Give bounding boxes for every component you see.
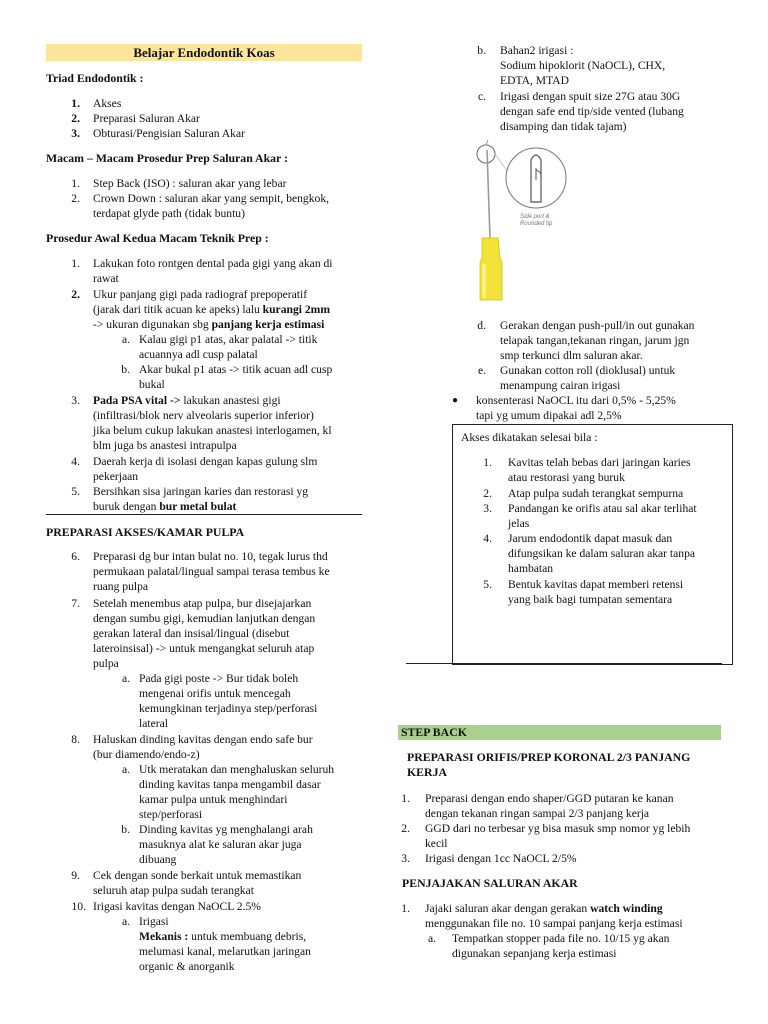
list-item: Mekanis : untuk membuang debris, (139, 930, 307, 943)
list-item: jika belum cukup lakukan anastesi interlogamen, kl (93, 424, 332, 437)
list-number: 1. (71, 177, 80, 190)
awal-heading: Prosedur Awal Kedua Macam Teknik Prep : (46, 231, 269, 245)
list-item: difungsikan ke dalam saluran akar tanpa (508, 547, 696, 560)
list-number: a. (121, 763, 130, 776)
list-number: 1. (401, 792, 410, 805)
figure-caption: Rounded tip (520, 221, 553, 227)
list-number: 10. (71, 900, 86, 913)
list-number: c. (477, 90, 486, 103)
box-heading: Akses dikatakan selesai bila : (461, 431, 598, 444)
list-number: 3. (71, 394, 80, 407)
list-number: 8. (71, 733, 80, 746)
list-number: a. (121, 672, 130, 685)
list-number: 1. (401, 902, 410, 915)
list-number: 1. (71, 257, 80, 270)
bullet-icon: ● (452, 395, 459, 406)
list-number: 2. (71, 192, 80, 205)
list-item: Gunakan cotton roll (dioklusal) untuk (500, 364, 676, 377)
list-item: Dinding kavitas yg menghalangi arah (139, 823, 313, 836)
list-item: menggunakan file no. 10 sampai panjang kerja estimasi (425, 917, 683, 930)
list-item: smp terkunci dlm saluran akar. (500, 349, 643, 362)
list-item: Gerakan dengan push-pull/in out gunakan (500, 319, 695, 332)
list-number: b. (121, 823, 130, 836)
list-item: kamar pulpa untuk menghindari (139, 793, 288, 806)
list-number: 5. (71, 485, 80, 498)
list-item: pekerjaan (93, 470, 139, 483)
box-underline (406, 663, 722, 664)
list-item: organic & anorganik (139, 960, 235, 973)
list-item: Jarum endodontik dapat masuk dan (508, 532, 673, 545)
list-item: ruang pulpa (93, 580, 149, 593)
page-title: Belajar Endodontik Koas (46, 44, 362, 61)
list-number: 6. (71, 550, 80, 563)
list-item: mengenai orifis untuk mencegah (139, 687, 291, 700)
list-number: 2. (483, 487, 492, 500)
list-item: Ukur panjang gigi pada radiograf prepoperatif (93, 288, 308, 301)
list-number: 3. (483, 502, 492, 515)
list-item: rawat (93, 272, 119, 285)
list-item: masuknya alat ke saluran akar juga (139, 838, 302, 851)
list-item: Tempatkan stopper pada file no. 10/15 yg akan (452, 932, 670, 945)
list-item: Atap pulpa sudah terangkat sempurna (508, 487, 684, 500)
list-item: Kavitas telah bebas dari jaringan karies (508, 456, 691, 469)
list-number: 4. (483, 532, 492, 545)
list-number: 2. (71, 288, 80, 301)
list-number: 4. (71, 455, 80, 468)
akses-heading: PREPARASI AKSES/KAMAR PULPA (46, 525, 245, 539)
list-item: Step Back (ISO) : saluran akar yang lebar (93, 177, 287, 190)
list-item: Irigasi kavitas dengan NaOCL 2.5% (93, 900, 261, 913)
list-item: konsenterasi NaOCL itu dari 0,5% - 5,25% (476, 394, 676, 407)
list-item: (infiltrasi/blok nerv alveolaris superior inferior) (93, 409, 314, 422)
list-item: yang baik bagi tumpatan sementara (508, 593, 673, 606)
list-item: Irigasi (139, 915, 169, 928)
list-item: seluruh atap pulpa sudah terangkat (93, 884, 254, 897)
list-item: bukal (139, 378, 165, 391)
list-item: permukaan palatal/lingual sampai terasa tembus ke (93, 565, 330, 578)
list-number: 5. (483, 578, 492, 591)
list-item: Irigasi dengan spuit size 27G atau 30G (500, 90, 681, 103)
list-item: Cek dengan sonde berkait untuk memastikan (93, 869, 302, 882)
step-back-bar: STEP BACK (398, 725, 721, 740)
list-item: EDTA, MTAD (500, 74, 569, 87)
list-item: Irigasi dengan 1cc NaOCL 2/5% (425, 852, 577, 865)
list-number: 3. (401, 852, 410, 865)
list-item: (jarak dari titik acuan ke apeks) lalu kurangi 2mm (93, 303, 330, 316)
list-item: jelas (508, 517, 530, 530)
list-number: 7. (71, 597, 80, 610)
list-item: atau restorasi yang buruk (508, 471, 625, 484)
section-divider (46, 514, 362, 515)
list-number: 9. (71, 869, 80, 882)
triad-heading: Triad Endodontik : (46, 71, 144, 85)
macam-heading: Macam – Macam Prosedur Prep Saluran Akar : (46, 151, 288, 165)
list-item: kecil (425, 837, 448, 850)
list-number: b. (121, 363, 130, 376)
list-number: a. (121, 333, 130, 346)
list-item: disamping dan tidak tajam) (500, 120, 627, 133)
list-item: melumasi kanal, melarutkan jaringan (139, 945, 311, 958)
section-heading: PENJAJAKAN SALURAN AKAR (402, 876, 578, 890)
list-number: d. (477, 319, 486, 332)
list-item: Daerah kerja di isolasi dengan kapas gulung slm (93, 455, 318, 468)
list-item: Preparasi dg bur intan bulat no. 10, tegak lurus thd (93, 550, 328, 563)
list-item: step/perforasi (139, 808, 203, 821)
list-number: 2. (401, 822, 410, 835)
list-item: Pada PSA vital -> lakukan anastesi gigi (93, 394, 281, 407)
needle-figure (452, 140, 574, 306)
list-item: Sodium hipoklorit (NaOCL), CHX, (500, 59, 666, 72)
list-item: tapi yg umum dipakai adl 2,5% (476, 409, 622, 422)
list-item: digunakan sepanjang kerja estimasi (452, 947, 617, 960)
list-item: Lakukan foto rontgen dental pada gigi yang akan di (93, 257, 333, 270)
list-item: dengan sumbu gigi, kemudian lanjutkan dengan (93, 612, 316, 625)
list-item: Setelah menembus atap pulpa, bur disejajarkan (93, 597, 312, 610)
figure-caption: Side port & (520, 214, 550, 220)
list-number: 1. (71, 97, 80, 110)
list-item: GGD dari no terbesar yg bisa masuk smp nomor yg lebih (425, 822, 691, 835)
list-item: dengan tekanan ringan sampai 2/3 panjang kerja (425, 807, 650, 820)
list-item: kemungkinan terjadinya step/perforasi (139, 702, 318, 715)
list-number: a. (121, 915, 130, 928)
list-item: gerakan lateral dan insisal/lingual (disebut (93, 627, 290, 640)
list-item: dinding kavitas tanpa mengambil dasar (139, 778, 321, 791)
list-number: e. (477, 364, 486, 377)
list-item: -> ukuran digunakan sbg panjang kerja estimasi (93, 318, 325, 331)
list-item: Kalau gigi p1 atas, akar palatal -> titik (139, 333, 318, 346)
list-item: Akar bukal p1 atas -> titik acuan adl cusp (139, 363, 333, 376)
list-number: 1. (483, 456, 492, 469)
needle-illustration (452, 140, 574, 306)
list-item: Pandangan ke orifis atau sal akar terlihat (508, 502, 697, 515)
list-item: Obturasi/Pengisian Saluran Akar (93, 127, 245, 140)
list-item: dibuang (139, 853, 177, 866)
list-item: Haluskan dinding kavitas dengan endo safe bur (93, 733, 313, 746)
list-number: b. (477, 44, 486, 57)
list-item: buruk dengan bur metal bulat (93, 500, 237, 513)
list-item: pulpa (93, 657, 119, 670)
list-item: hambatan (508, 562, 554, 575)
list-item: acuannya adl cusp palatal (139, 348, 258, 361)
list-item: Bentuk kavitas dapat memberi retensi (508, 578, 684, 591)
list-item: Pada gigi poste -> Bur tidak boleh (139, 672, 299, 685)
list-item: lateroinsisal) -> untuk mengangkat seluruh atap (93, 642, 315, 655)
list-item: terdapat glyde path (tidak buntu) (93, 207, 245, 220)
list-item: Bersihkan sisa jaringan karies dan restorasi yg (93, 485, 309, 498)
list-item: Utk meratakan dan menghaluskan seluruh (139, 763, 335, 776)
list-item: Preparasi Saluran Akar (93, 112, 200, 125)
section-heading: KERJA (407, 765, 447, 779)
list-item: Jajaki saluran akar dengan gerakan watch winding (425, 902, 663, 915)
list-item: blm juga bs anastesi intrapulpa (93, 439, 237, 452)
list-item: (bur diamendo/endo-z) (93, 748, 200, 761)
list-item: lateral (139, 717, 168, 730)
list-item: menampung cairan irigasi (500, 379, 621, 392)
list-item: telapak tangan,tekanan ringan, jarum jgn (500, 334, 690, 347)
list-number: 3. (71, 127, 80, 140)
section-heading: PREPARASI ORIFIS/PREP KORONAL 2/3 PANJANG (407, 750, 691, 764)
list-item: Akses (93, 97, 122, 110)
list-item: Bahan2 irigasi : (500, 44, 574, 57)
list-item: Preparasi dengan endo shaper/GGD putaran ke kanan (425, 792, 674, 805)
list-item: Crown Down : saluran akar yang sempit, bengkok, (93, 192, 330, 205)
list-item: dengan safe end tip/side vented (lubang (500, 105, 684, 118)
list-number: 2. (71, 112, 80, 125)
list-number: a. (427, 932, 436, 945)
